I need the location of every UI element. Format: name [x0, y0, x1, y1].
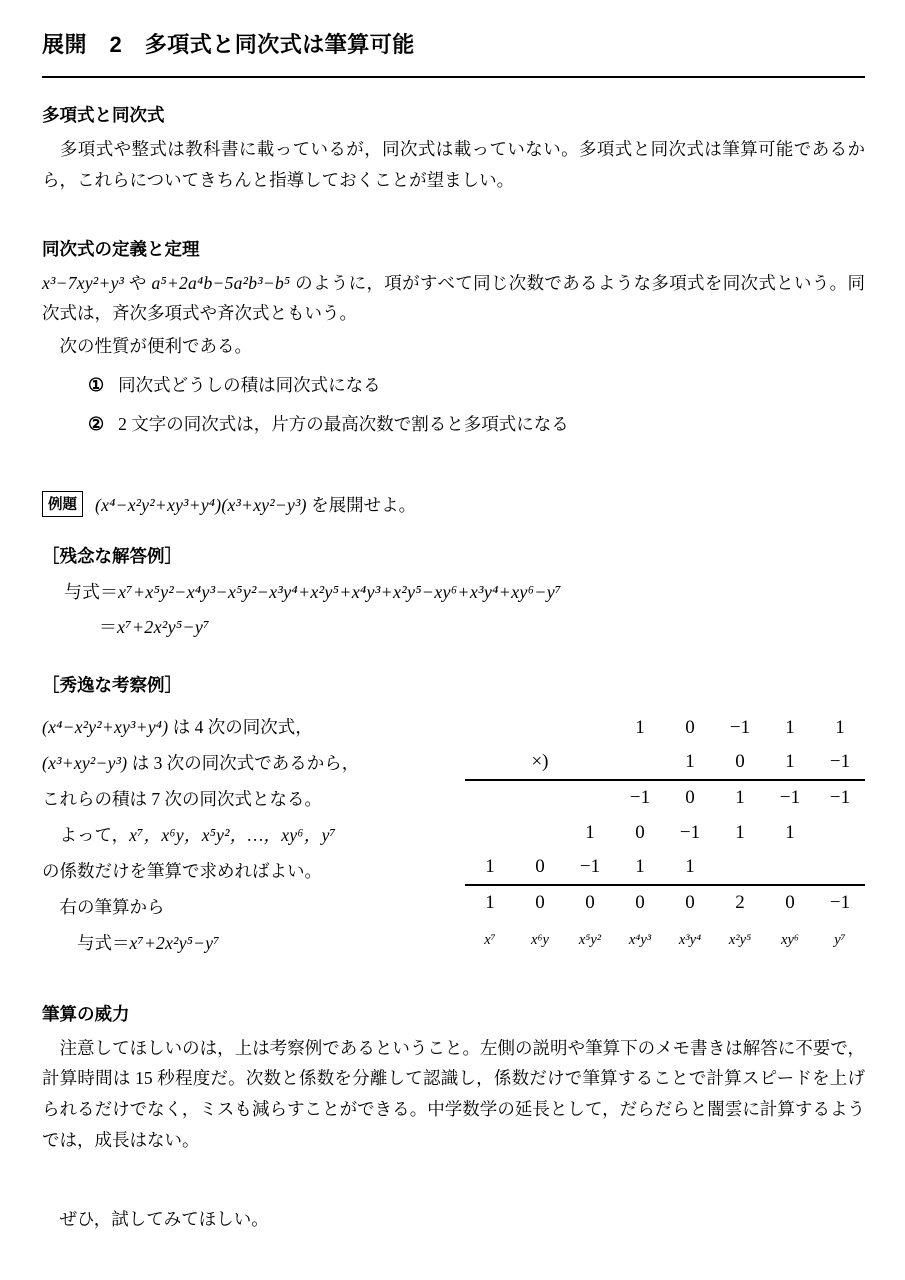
calc-cell: −1: [779, 787, 801, 809]
calc-cell: 2: [735, 892, 745, 914]
calc-cell: −1: [829, 892, 851, 914]
calc-row-partial-2: [465, 816, 865, 851]
term-label: x⁶y: [531, 932, 549, 949]
consideration-text: [42, 709, 462, 961]
calc-cell: 1: [485, 856, 495, 878]
calc-row-partial-1: [465, 781, 865, 816]
section-heading-definition: 同次式の定義と定理: [42, 238, 200, 259]
consideration-line: (x³+xy²−y³) は 3 次の同次式であるから，: [42, 752, 360, 773]
calc-cell: 0: [685, 717, 695, 739]
bad-answer-line2: ＝x⁷+2x²y⁵−y⁷: [99, 617, 210, 638]
calc-cell: −1: [679, 822, 701, 844]
properties-lead: 次の性質が便利である。: [42, 336, 252, 357]
section1-paragraph: 多項式や整式は教科書に載っているが，同次式は載っていない。多項式と同次式は筆算可能であるから，これらについてきちんと指導しておくことが望ましい。: [42, 139, 865, 190]
calc-cell: 0: [585, 892, 595, 914]
calc-cell: 0: [685, 787, 695, 809]
example-label: 例題: [42, 491, 83, 517]
section-heading-power: 筆算の威力: [42, 1003, 130, 1024]
multiply-sign: ×): [531, 751, 549, 773]
property-item-1-text: 同次式どうしの積は同次式になる: [118, 374, 381, 395]
term-label: x⁷: [484, 932, 496, 949]
calc-cell: 0: [785, 892, 795, 914]
calc-cell: 1: [635, 717, 645, 739]
calc-cell: 1: [785, 751, 795, 773]
page-title: 展開 2 多項式と同次式は筆算可能: [42, 32, 415, 57]
consideration-line: (x⁴−x²y²+xy³+y⁴) は 4 次の同次式，: [42, 716, 313, 737]
calc-cell: 1: [685, 751, 695, 773]
example-prompt: (x⁴−x²y²+xy³+y⁴)(x³+xy²−y³) を展開せよ。: [95, 494, 417, 515]
calc-cell: 1: [785, 717, 795, 739]
property-list: [42, 366, 865, 443]
property-item-1: [42, 366, 865, 405]
calc-cell: −1: [579, 856, 601, 878]
property-item-2: [42, 405, 865, 444]
consideration-line: 右の筆算から: [42, 896, 165, 917]
calc-cell: −1: [729, 717, 751, 739]
calc-cell: 0: [535, 856, 545, 878]
bad-answer-line1: 与式＝x⁷+x⁵y²−x⁴y³−x⁵y²−x³y⁴+x²y⁵+x⁴y³+x²y⁵−xy⁶+x³y⁴+xy⁶−y⁷: [64, 582, 562, 603]
calc-cell: −1: [829, 751, 851, 773]
term-label: x³y⁴: [678, 932, 702, 949]
term-label: x⁵y²: [578, 932, 602, 949]
calc-row-multiplier: [465, 746, 865, 781]
calc-cell: 1: [735, 787, 745, 809]
closing-line: ぜひ，試してみてほしい。: [42, 1208, 269, 1229]
term-label: x⁴y³: [628, 932, 652, 949]
bad-answer-heading: ［残念な解答例］: [42, 546, 182, 567]
calc-cell: 0: [685, 892, 695, 914]
calc-cell: 0: [535, 892, 545, 914]
calc-cell: 0: [735, 751, 745, 773]
calc-cell: 1: [735, 822, 745, 844]
property-item-2-text: 2 文字の同次式は，片方の最高次数で割ると多項式になる: [118, 413, 569, 434]
title-rule: [42, 76, 865, 78]
term-label: x²y⁵: [728, 932, 752, 949]
consideration-line: よって，x⁷，x⁶y，x⁵y²，…，xy⁶，y⁷: [42, 824, 337, 845]
consideration-line: 与式＝x⁷+2x²y⁵−y⁷: [42, 932, 220, 953]
calc-cell: 0: [635, 822, 645, 844]
calc-term-labels: [465, 926, 865, 956]
consideration-line: これらの積は 7 次の同次式となる。: [42, 788, 322, 809]
consideration-section: [42, 709, 865, 961]
term-label: xy⁶: [781, 932, 799, 949]
good-answer-heading: ［秀逸な考察例］: [42, 674, 182, 695]
calc-cell: −1: [829, 787, 851, 809]
calc-row-multiplicand: [465, 711, 865, 746]
calc-cell: 1: [585, 822, 595, 844]
calc-cell: 1: [635, 856, 645, 878]
circled-number-2: ②: [88, 413, 105, 434]
section-heading-polynomial: 多項式と同次式: [42, 105, 165, 125]
calc-cell: 1: [685, 856, 695, 878]
calc-cell: 1: [785, 822, 795, 844]
calc-row-partial-3: [465, 851, 865, 886]
hand-calculation: [465, 709, 865, 961]
calc-cell: 1: [835, 717, 845, 739]
example-row: [42, 491, 865, 517]
circled-number-1: ①: [88, 374, 105, 395]
calc-cell: −1: [629, 787, 651, 809]
calc-cell: 0: [635, 892, 645, 914]
calc-row-result: [465, 886, 865, 921]
consideration-line: の係数だけを筆算で求めればよい。: [42, 860, 322, 881]
power-paragraph: 注意してほしいのは，上は考察例であるということ。左側の説明や筆算下のメモ書きは解答に不要で，計算時間は 15 秒程度だ。次数と係数を分離して認識し，係数だけで筆算することで計算スピードを上げられるだけでなく，ミスも減らすことができる。中学数学の延長として，だらだらと闇雲に計算するようでは，成長はない。: [42, 1037, 865, 1150]
calc-cell: 1: [485, 892, 495, 914]
definition-paragraph: x³−7xy²+y³ や a⁵+2a⁴b−5a²b³−b⁵ のように，項がすべて同じ次数であるような多項式を同次式という。同次式は，斉次多項式や斉次式ともいう。: [42, 272, 866, 324]
term-label: y⁷: [834, 932, 846, 949]
